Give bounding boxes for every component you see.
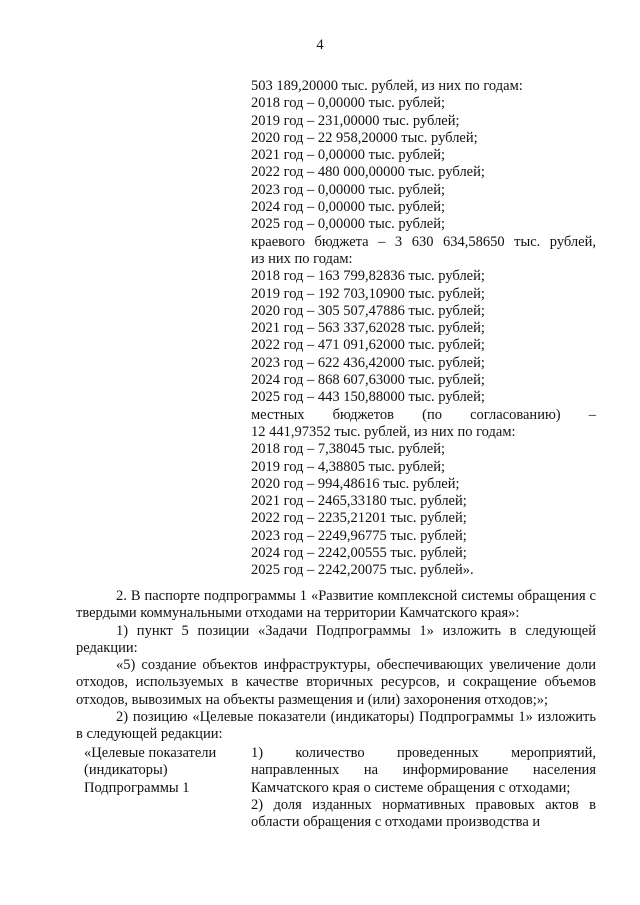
paragraph: 1) пункт 5 позиции «Задачи Подпрограммы 1» изложить в следующей редакции:: [76, 622, 596, 656]
budget-line: 2024 год – 2242,00555 тыс. рублей;: [251, 545, 467, 562]
budget-line: 2023 год – 622 436,42000 тыс. рублей;: [251, 354, 485, 371]
budget-line: 2025 год – 0,00000 тыс. рублей;: [251, 216, 446, 233]
budget-line: 2025 год – 443 150,88000 тыс. рублей;: [251, 389, 485, 406]
budget-line: 2022 год – 2235,21201 тыс. рублей;: [251, 510, 467, 527]
page-number: 4: [316, 37, 324, 53]
budget-line: 2023 год – 0,00000 тыс. рублей;: [251, 181, 446, 198]
budget-line: 2018 год – 0,00000 тыс. рублей;: [251, 95, 446, 112]
budget-line: 503 189,20000 тыс. рублей, из них по годам:: [251, 78, 523, 94]
budget-line: 2023 год – 2249,96775 тыс. рублей;: [251, 527, 467, 544]
budget-line: местных бюджетов (по согласованию) –: [251, 406, 596, 423]
budget-line: 2024 год – 868 607,63000 тыс. рублей;: [251, 372, 485, 389]
paragraph: «5) создание объектов инфраструктуры, обеспечивающих увеличение доли отходов, используемых в качестве вторичных ресурсов, и сокращение объемов отходов, вывозимых на объекты размещения и (или) захоронения отходов;»;: [76, 657, 596, 708]
paragraph: 2) позицию «Целевые показатели (индикаторы) Подпрограммы 1» изложить в следующей редакции:: [76, 709, 596, 743]
budget-line: 2025 год – 2242,20075 тыс. рублей».: [251, 562, 474, 579]
budget-line: 2022 год – 471 091,62000 тыс. рублей;: [251, 337, 485, 354]
budget-line: 2018 год – 7,38045 тыс. рублей;: [251, 441, 446, 458]
budget-line: 2018 год – 163 799,82836 тыс. рублей;: [251, 268, 485, 285]
budget-line: 2019 год – 231,00000 тыс. рублей;: [251, 112, 460, 129]
table-right-cell: [251, 745, 596, 831]
budget-line: 2021 год – 2465,33180 тыс. рублей;: [251, 493, 467, 510]
paragraph: 2. В паспорте подпрограммы 1 «Развитие комплексной системы обращения с твердыми коммунальными отходами на территории Камчатского края»:: [76, 588, 596, 622]
list-item: 1) количество проведенных мероприятий, направленных на информирование населения Камчатского края о системе обращения с отходами;: [251, 745, 596, 796]
budget-line: 2020 год – 22 958,20000 тыс. рублей;: [251, 129, 478, 146]
budget-line: 2019 год – 192 703,10900 тыс. рублей;: [251, 285, 485, 302]
body-text: [76, 588, 596, 744]
budget-line: 2020 год – 305 507,47886 тыс. рублей;: [251, 302, 485, 319]
budget-line: из них по годам:: [251, 250, 353, 267]
budget-line: 2021 год – 563 337,62028 тыс. рублей;: [251, 320, 485, 337]
list-item: 2) доля изданных нормативных правовых актов в области обращения с отходами производства и: [251, 796, 596, 831]
budget-line: 2021 год – 0,00000 тыс. рублей;: [251, 147, 446, 164]
budget-line: 2020 год – 994,48616 тыс. рублей;: [251, 475, 460, 492]
budget-line: 2024 год – 0,00000 тыс. рублей;: [251, 199, 446, 216]
budget-breakdown: [251, 78, 596, 580]
budget-line: краевого бюджета – 3 630 634,58650 тыс. рублей,: [251, 233, 596, 250]
budget-line: 12 441,97352 тыс. рублей, из них по годам:: [251, 423, 516, 440]
table-left-cell: «Целевые показатели (индикаторы) Подпрограммы 1: [84, 745, 217, 796]
budget-line: 2019 год – 4,38805 тыс. рублей;: [251, 458, 446, 475]
budget-line: 2022 год – 480 000,00000 тыс. рублей;: [251, 164, 485, 181]
